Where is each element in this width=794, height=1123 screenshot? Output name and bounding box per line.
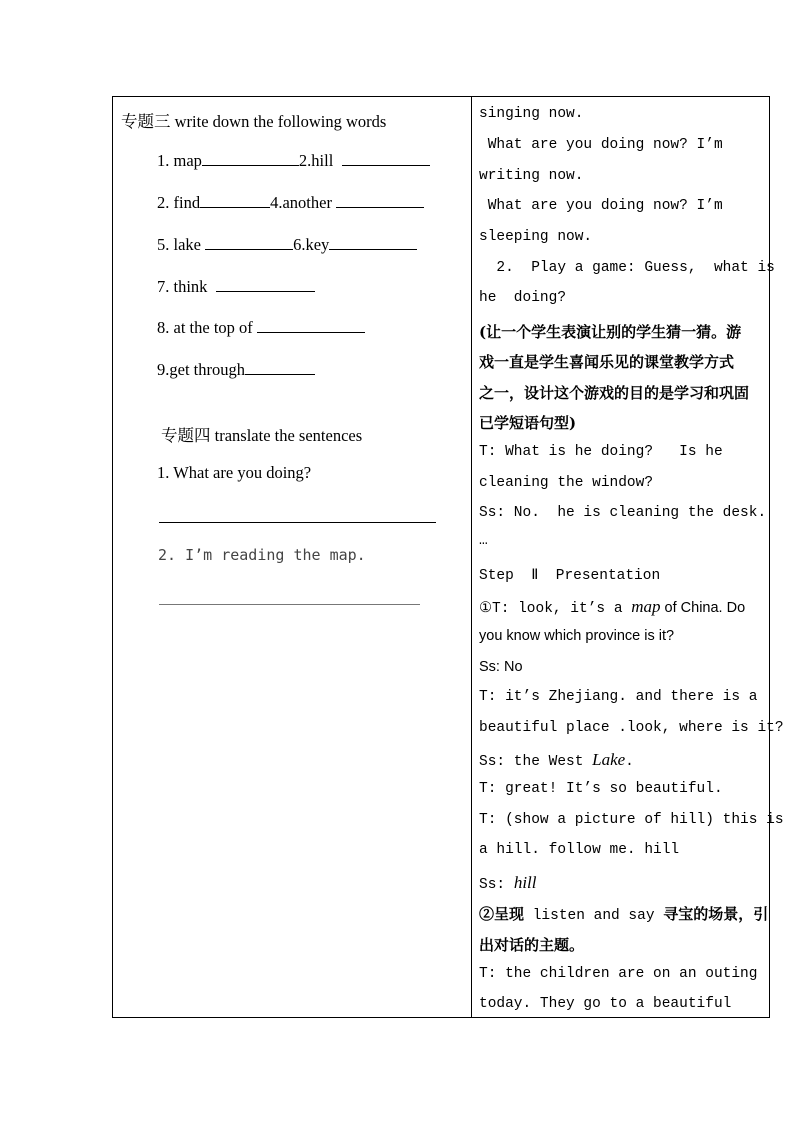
text-line: cleaning the window? [479,475,654,491]
text-line [479,750,634,770]
italic-word-lake: Lake [592,750,626,769]
word-row-2 [157,193,424,213]
blank[interactable] [216,277,315,292]
word-get-through: 9.get through [157,360,245,379]
text-line: writing now. [479,168,584,184]
text-part: Ss: [479,877,514,893]
word-think: 7. think [157,277,208,296]
text-part: T: it’s Zhejiang. and there is a [479,689,758,705]
text-part: Ss: the West [479,754,593,770]
word-row-7 [157,277,315,297]
text-line: Ss: No. he is cleaning the desk. [479,505,767,521]
word-find: 2. find [157,193,201,212]
text-line: you know which province is it? [479,628,675,644]
text-part: ①T: look, it’s a [479,601,632,617]
text-part: ②呈现 [479,905,525,923]
word-another: 4.another [270,193,332,212]
sentence-2: 2. I’m reading the map. [158,546,366,564]
text-line: sleeping now. [479,229,593,245]
italic-word-map: map [631,597,661,616]
ellipsis: … [479,533,488,549]
text-line: a hill. follow me. hill [479,842,680,858]
word-row-1 [157,151,430,171]
sentence-1: 1. What are you doing? [157,463,312,482]
word-row-8 [157,318,365,338]
text-line [479,597,745,617]
lesson-table [112,96,784,1018]
text-line: singing now. [479,106,584,122]
text-line: Ss: No [479,659,523,675]
word-row-9 [157,360,315,380]
right-column [472,97,784,1017]
text-line: T: the children are on an outing [479,966,758,982]
word-map: 1. map [157,151,202,170]
italic-word-hill: hill [513,873,537,892]
word-at-the-top-of: 8. at the top of [157,318,253,337]
text-line: T: What is he doing? Is he [479,444,723,460]
answer-line-1[interactable] [159,522,436,523]
blank[interactable] [202,151,299,166]
chinese-note-line: (让一个学生表演让别的学生猜一猜。游 [479,323,742,341]
blank[interactable] [342,151,430,166]
blank[interactable] [336,193,424,208]
text-line [479,873,536,893]
text-line: beautiful place .look, where is it? [479,720,784,736]
text-line: he doing? [479,290,567,306]
chinese-note-line: 出对话的主题。 [479,936,585,954]
answer-line-2[interactable] [159,604,420,605]
chinese-note-line: 之一，设计这个游戏的目的是学习和巩固 [479,384,750,402]
text-line [479,903,768,924]
text-line: T: (show a picture of hill) this is [479,812,784,828]
blank[interactable] [245,360,315,375]
section3-title: 专题三 write down the following words [121,112,387,131]
blank[interactable] [205,235,293,250]
word-row-3 [157,235,417,255]
text-line: 2. Play a game: Guess, what is [479,260,775,276]
text-part: listen and say [524,908,664,924]
left-column [113,97,471,1017]
text-part: of China. Do [660,600,746,616]
step-heading: Step Ⅱ Presentation [479,568,661,584]
word-lake: 5. lake [157,235,201,254]
text-line: What are you doing now? I’m [479,198,723,214]
word-key: 6.key [293,235,330,254]
chinese-note-line: 已学短语句型) [479,414,577,432]
blank[interactable] [257,318,365,333]
text-line: today. They go to a beautiful [479,996,732,1012]
text-line: T: great! It’s so beautiful. [479,781,723,797]
section4-title: 专题四 translate the sentences [161,426,363,445]
text-line [479,689,757,705]
text-part: . [625,754,634,770]
text-part: 寻宝的场景，引 [663,905,769,923]
blank[interactable] [200,193,270,208]
text-line: What are you doing now? I’m [479,137,723,153]
blank[interactable] [329,235,417,250]
word-hill: 2.hill [298,151,334,170]
chinese-note-line: 戏一直是学生喜闻乐见的课堂教学方式 [479,353,735,371]
